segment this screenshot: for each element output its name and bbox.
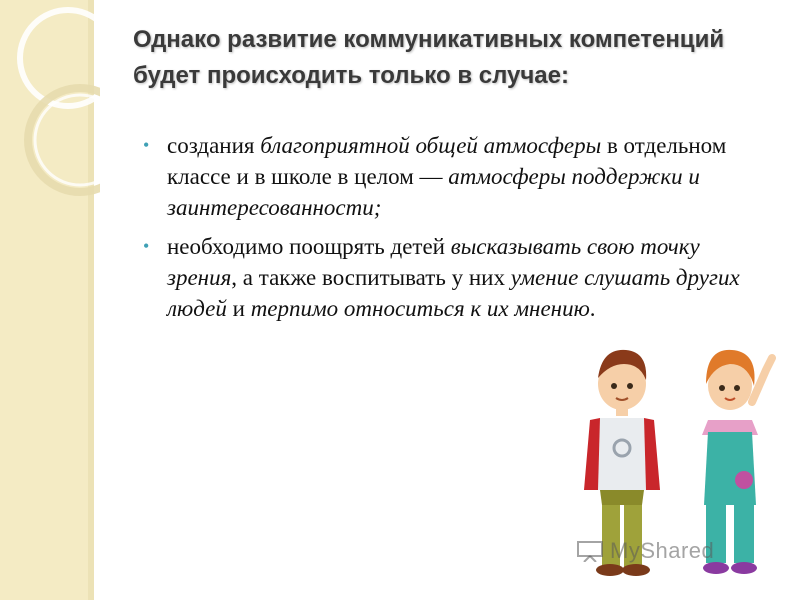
bullet-text-part: необходимо поощрять детей [167, 234, 451, 259]
watermark [610, 538, 714, 564]
bullet-text-part: умение слушать других людей [167, 265, 740, 321]
bullet-list [143, 130, 763, 324]
bullet-text-part: , а также воспитывать у них [231, 265, 511, 290]
slide-title: Однако развитие коммуникативных компетенций будет происходить только в случае: [133, 26, 725, 89]
bullet-text-part: создания [167, 133, 261, 158]
bullet-dot-icon: • [143, 236, 150, 256]
presentation-board-icon [576, 540, 604, 562]
bullet-text-part: высказывать свою точку зрения [167, 234, 700, 290]
decorative-circles [0, 0, 100, 220]
bullet-text-part: . [589, 296, 596, 321]
bullet-text-part: в отдельном классе и в школе в целом — [167, 133, 727, 189]
bullet-dot-icon: • [143, 135, 150, 155]
bullet-item [143, 130, 763, 223]
bullet-text-part: благоприятной общей атмосферы [260, 133, 602, 158]
bullet-item [143, 231, 763, 324]
watermark-text: MyShared [610, 538, 715, 563]
bullet-text-part: терпимо относиться к их мнению [250, 296, 590, 321]
bullet-text-part: атмосферы поддержки и заинтересованности; [167, 164, 700, 220]
bullet-text-part: и [226, 296, 251, 321]
